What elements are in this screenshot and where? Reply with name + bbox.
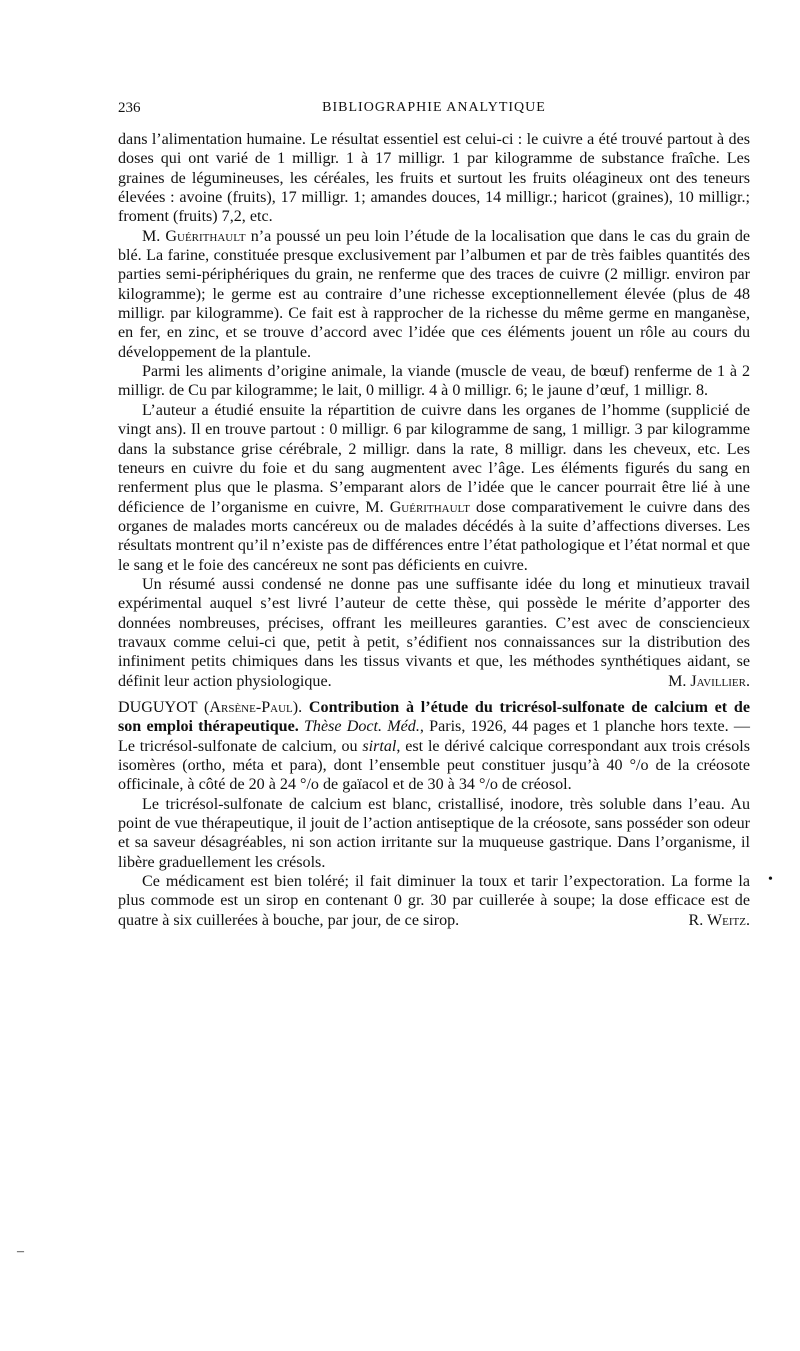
signature-weitz: R. Weitz. (688, 911, 750, 929)
margin-bullet: • (768, 872, 773, 887)
paragraph-2 (118, 227, 750, 362)
page-body (118, 130, 750, 930)
paragraph-3-text: Parmi les aliments d’origine animale, la viande (muscle de veau, de bœuf) renferme de 1 à 2 milligr. de Cu par kilogramme; le lait, 0 milligr. 4 à 0 milligr. 6; le jaune d’œuf, 1 milligr. 8. (118, 363, 750, 400)
author-name-guerithault: Guérithault (165, 227, 246, 245)
paragraph-2-prefix: M. (142, 227, 166, 245)
entry-paragraph-2 (118, 795, 750, 872)
paragraph-4-text: L’auteur a étudié ensuite la répartition de cuivre dans les organes de l’homme (supplicié de vingt ans). Il en trouve partout : 0 milligr. 6 par kilogramme de sang, 1 milligr. 3 par kilogramme dans la substance grise cérébrale, 2 milligr. dans la rate, 8 milligr. dans les cheveux, etc. Les teneurs en cuivre du foie et du sang augmentent avec l’âge. Les éléments figurés du sang en renferment plus que le plasma. S’emparant alors de l’idée que le cancer pourrait être lié à une déficience de l’organisme en cuivre, M. (118, 401, 750, 516)
paragraph-2-text: n’a poussé un peu loin l’étude de la localisation que dans le cas du grain de blé. La farine, constituée presque exclusivement par l’albumen et par de très faibles quantités des parties semi-périphériques du grain, ne renferme que des traces de cuivre (2 milligr. environ par kilogramme); le germe est au contraire d’une richesse exceptionnellement élevée (plus de 48 milligr. par kilogramme). Ce fait est à rapprocher de la richesse du même germe en manganèse, en fer, en zinc, et se trouve d’accord avec l’idée que ces éléments jouent un rôle au cours du développement de la plantule. (118, 227, 751, 361)
entry-text: , est le dérivé calcique correspondant aux trois crésols isomères (ortho, méta et para), dont l’ensemble peut constituer jusqu’à 40 °/o de la créosote officinale, à côté de 20 à 24 °/o de gaïacol et de 30 à 34 °/o de créosol. (118, 737, 750, 794)
author-name-guerithault-2: Guérithault (389, 498, 470, 516)
entry-paragraph-3 (118, 872, 750, 930)
paragraph-1-text: dans l’alimentation humaine. Le résultat essentiel est celui-ci : le cuivre a été trouvé partout à des doses qui ont varié de 1 milligr. 1 à 17 milligr. 1 par kilogramme de substance fraîche. Les graines de légumineuses, les céréales, les fruits et surtout les fruits oléagineux ont des teneurs élevées : avoine (fruits), 17 milligr. 1; amandes douces, 14 milligr.; haricot (graines), 10 milligr.; froment (fruits) 7,2, etc. (118, 131, 750, 226)
paragraph-4-rest: dose comparativement le cuivre dans des organes de malades morts cancéreux ou de malades décédés à la suite d’affections diverses. Les résultats montrent qu’il n’existe pas de différences entre l’état pathologique et l’état normal et que le sang et le foie des cancéreux ne sont pas déficients en cuivre. (118, 498, 750, 574)
entry-source: Thèse Doct. Méd. (303, 718, 420, 736)
page-header (118, 100, 750, 124)
signature-javillier: M. Javillier. (668, 672, 750, 690)
paragraph-5-text: Un résumé aussi condensé ne donne pas une suffisante idée du long et minutieux travail expérimental auquel s’est livré l’auteur de cette thèse, qui possède le mérite d’apporter des données nombreuses, précises, offrant les meilleures garanties. C’est avec de consciencieux travaux comme celui-ci que, petit à petit, s’édifient nos connaissances sur la distribution des infiniment petits chimiques dans les tissus vivants et que, les méthodes synthétiques aidant, se définit leur action physiologique. (118, 575, 750, 690)
entry-author-given: (Arsène-Paul). (204, 698, 303, 716)
paragraph-4 (118, 401, 750, 575)
paragraph-1 (118, 130, 750, 227)
bibliography-entry (118, 698, 750, 795)
paragraph-3 (118, 362, 750, 401)
entry-sirtal: sirtal (362, 737, 397, 755)
margin-dash: – (17, 1244, 24, 1259)
running-head: BIBLIOGRAPHIE ANALYTIQUE (322, 100, 546, 115)
entry-author-surname: DUGUYOT (118, 698, 198, 716)
entry-paragraph-2-text: Le tricrésol-sulfonate de calcium est blanc, cristallisé, inodore, très soluble dans l’eau. Au point de vue thérapeutique, il jouit de l’action antiseptique de la créosote, sans posséder son odeur et sa saveur désagréables, ni son action irritante sur la muqueuse gastrique. Dans l’organisme, il libère graduellement les crésols. (118, 795, 750, 871)
paragraph-5 (118, 575, 750, 691)
page-number: 236 (118, 100, 141, 116)
entry-paragraph-3-text: Ce médicament est bien toléré; il fait diminuer la toux et tarir l’expectoration. La forme la plus commode est un sirop en contenant 0 gr. 30 par cuillerée à soupe; la dose efficace est de quatre à six cuillerées à bouche, par jour, de ce sirop. (118, 873, 750, 929)
entry-title: Contribution à l’étude du tricrésol-sulfonate de calcium et de son emploi thérapeutique. (118, 698, 750, 736)
entry-source-rest: , Paris, 1926, 44 pages et 1 planche hors texte. — Le tricrésol-sulfonate de calcium, ou (118, 718, 750, 755)
